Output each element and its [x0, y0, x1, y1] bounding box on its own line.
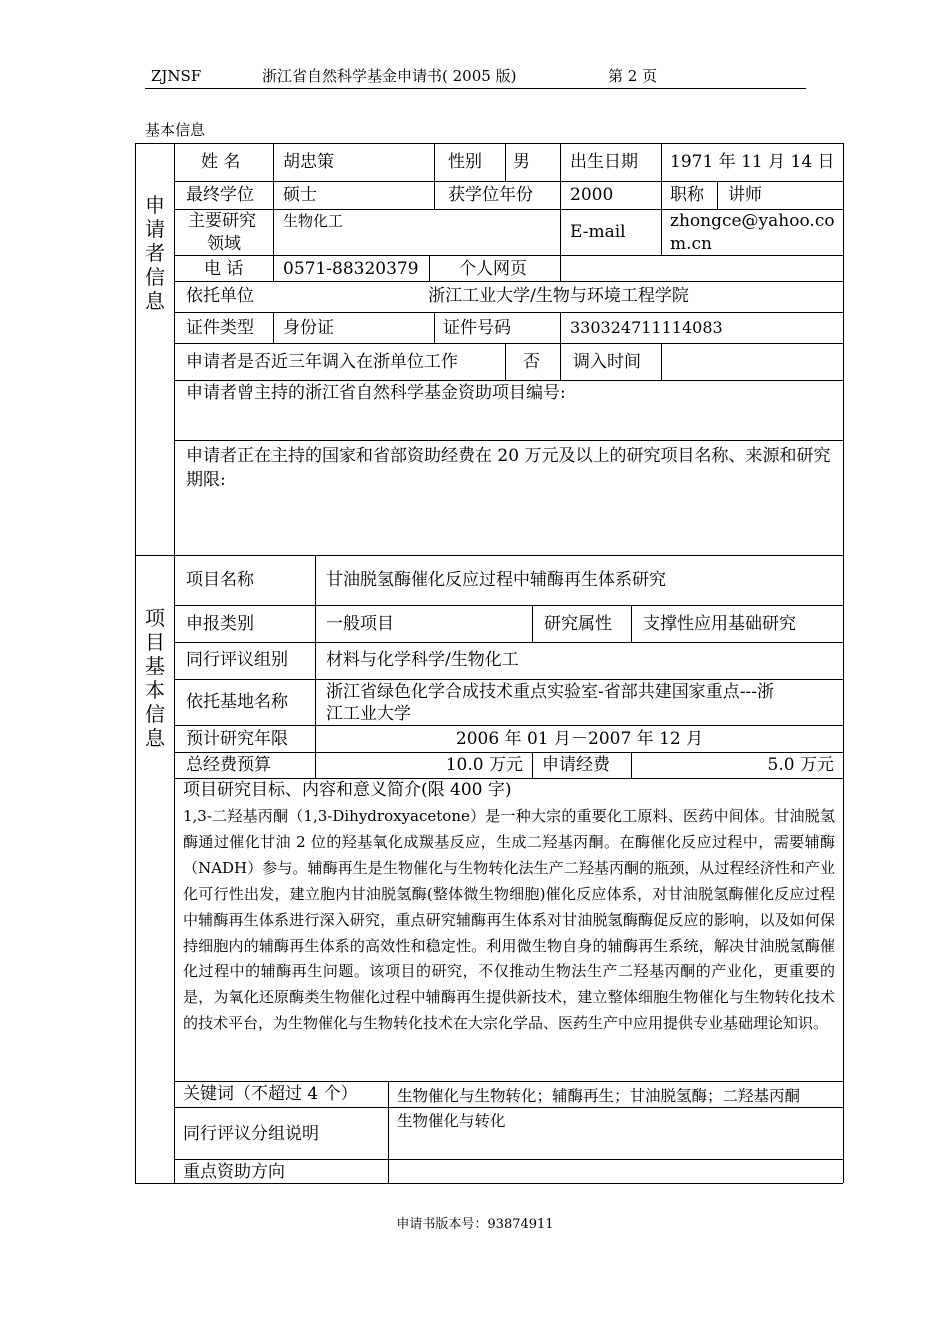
field-value: 生物化工 — [283, 212, 344, 230]
project-name-value: 甘油脱氢酶催化反应过程中辅酶再生体系研究 — [326, 570, 666, 590]
field-label-line1: 主要研究 — [188, 211, 256, 231]
header-page: 第 2 页 — [608, 67, 658, 85]
base-value-line1: 浙江省绿色化学合成技术重点实验室-省部共建国家重点---浙 — [326, 682, 774, 702]
field-label-line2: 领域 — [207, 234, 241, 254]
project-name-label: 项目名称 — [186, 570, 254, 590]
gender-label: 性别 — [448, 152, 482, 172]
unit-label: 依托单位 — [186, 286, 254, 306]
base-value-line2: 江工业大学 — [326, 704, 411, 724]
degree-label: 最终学位 — [186, 185, 254, 205]
group-note-value: 生物催化与转化 — [397, 1112, 506, 1130]
name-value: 胡忠策 — [283, 152, 334, 172]
attr-label: 研究属性 — [544, 614, 612, 634]
keywords-value: 生物催化与生物转化；辅酶再生；甘油脱氢酶；二羟基丙酮 — [397, 1087, 801, 1105]
period-label: 预计研究年限 — [186, 729, 288, 749]
id-no-label: 证件号码 — [443, 318, 511, 338]
attr-value: 支撑性应用基础研究 — [643, 614, 796, 634]
group-note-label: 同行评议分组说明 — [183, 1124, 319, 1144]
budget-value: 10.0 万元 — [445, 755, 523, 775]
category-value: 一般项目 — [326, 614, 394, 634]
degree-year-value: 2000 — [570, 185, 614, 205]
email-label: E-mail — [570, 222, 626, 242]
applicant-group-label: 申请者信息 — [145, 193, 165, 313]
footer-version: 申请书版本号：93874911 — [396, 1217, 554, 1232]
key-direction-label: 重点资助方向 — [183, 1162, 285, 1182]
birth-value: 1971 年 11 月 14 日 — [670, 152, 835, 172]
period-value: 2006 年 01 月－2007 年 12 月 — [455, 729, 704, 749]
prev-projects-label: 申请者曾主持的浙江省自然科学基金资助项目编号: — [186, 383, 566, 403]
gender-value: 男 — [513, 152, 530, 172]
name-label: 姓 名 — [201, 152, 241, 172]
phone-label: 电 话 — [204, 259, 244, 279]
summary-label: 项目研究目标、内容和意义简介(限 400 字) — [183, 780, 512, 800]
phone-value: 0571-88320379 — [283, 259, 419, 279]
current-projects-label: 申请者正在主持的国家和省部资助经费在 20 万元及以上的研究项目名称、来源和研究期限: — [186, 446, 831, 490]
id-no-value: 330324711114083 — [570, 318, 723, 337]
birth-label: 出生日期 — [570, 152, 638, 172]
transfer-question: 申请者是否近三年调入在浙单位工作 — [186, 352, 458, 372]
id-type-value: 身份证 — [283, 318, 334, 338]
project-group-label: 项目基本信息 — [145, 606, 165, 750]
budget-label: 总经费预算 — [186, 755, 271, 775]
degree-year-label: 获学位年份 — [448, 185, 533, 205]
header-rule — [145, 88, 806, 89]
summary-text: 1,3-二羟基丙酮（1,3-Dihydroxyacetone）是一种大宗的重要化工原料、医药中间体。甘油脱氢酶通过催化甘油 2 位的羟基氧化成羰基反应，生成二羟基丙酮。在酶催化反应过程中，需要辅酶（NADH）参与。辅酶再生是生物催化与生物转化法生产二羟基丙酮的瓶颈，从过程经济性和产业化可行性出发，建立胞内甘油脱氢酶(整体微生物细胞)催化反应体系，对甘油脱氢酶催化反应过程中辅酶再生体系进行深入研究，重点研究辅酶再生体系对甘油脱氢酶酶促反应的影响，以及如何保持细胞内的辅酶再生体系的高效性和稳定性。利用微生物自身的辅酶再生系统，解决甘油脱氢酶催化过程中的辅酶再生问题。该项目的研究，不仅推动生物法生产二羟基丙酮的产业化，更重要的是，为氧化还原酶类生物催化过程中辅酶再生提供新技术，建立整体细胞生物催化与生物转化技术的技术平台，为生物催化与生物转化技术在大宗化学品、医药生产中应用提供专业基础理论知识。 — [183, 807, 835, 1033]
transfer-time-label: 调入时间 — [573, 352, 641, 372]
keywords-label: 关键词（不超过 4 个） — [183, 1084, 358, 1104]
category-label: 申报类别 — [186, 614, 254, 634]
title-label: 职称 — [670, 185, 704, 205]
apply-label: 申请经费 — [542, 755, 610, 775]
homepage-label: 个人网页 — [459, 259, 527, 279]
title-value: 讲师 — [728, 185, 762, 205]
unit-value: 浙江工业大学/生物与环境工程学院 — [428, 286, 689, 306]
transfer-answer: 否 — [523, 352, 540, 372]
degree-value: 硕士 — [283, 185, 317, 205]
base-label: 依托基地名称 — [186, 692, 288, 712]
id-type-label: 证件类型 — [186, 318, 254, 338]
section-title: 基本信息 — [145, 121, 206, 139]
apply-value: 5.0 万元 — [767, 755, 834, 775]
email-value-line1: zhongce@yahoo.co — [670, 211, 835, 231]
review-group-label: 同行评议组别 — [186, 650, 288, 670]
header-title: 浙江省自然科学基金申请书( 2005 版) — [262, 67, 517, 85]
email-value-line2: m.cn — [670, 234, 712, 254]
header-code: ZJNSF — [151, 67, 202, 85]
review-group-value: 材料与化学科学/生物化工 — [326, 650, 519, 670]
